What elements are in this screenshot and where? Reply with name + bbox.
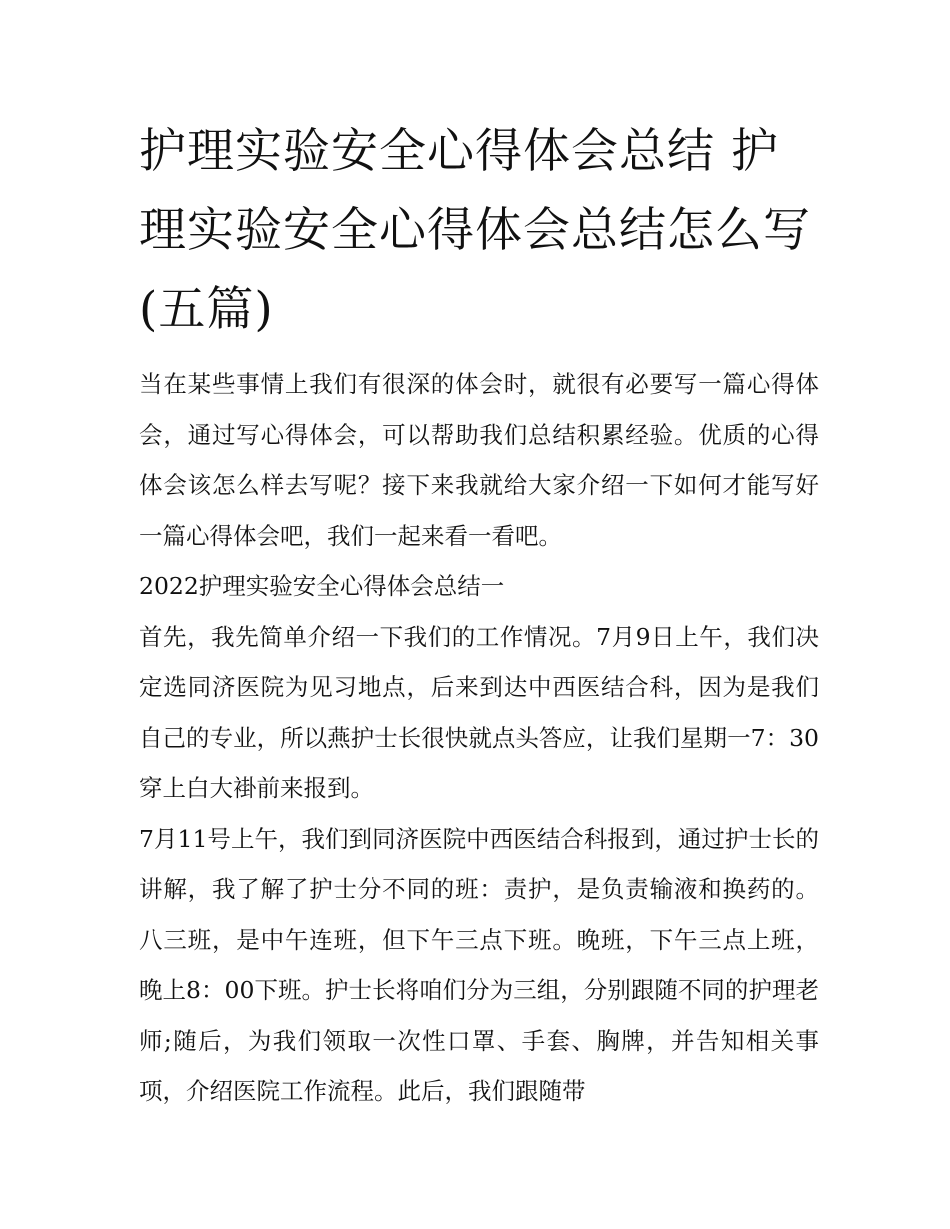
body-paragraph-2: 7月11号上午，我们到同济医院中西医结合科报到，通过护士长的讲解，我了解了护士分不同的班：责护，是负责输液和换药的。八三班，是中午连班，但下午三点下班。晚班，下午三点上班，晚上8：00下班。护士长将咱们分为三组，分别跟随不同的护理老师;随后，为我们领取一次性口罩、手套、胸牌，并告知相关事项，介绍医院工作流程。此后，我们跟随带 <box>139 824 819 1105</box>
body-paragraph-1: 首先，我先简单介绍一下我们的工作情况。7月9日上午，我们决定选同济医院为见习地点，后来到达中西医结合科，因为是我们自己的专业，所以燕护士长很快就点头答应，让我们星期一7：30穿上白大褂前来报到。 <box>139 622 819 802</box>
section-heading: 2022护理实验安全心得体会总结一 <box>139 572 505 600</box>
intro-paragraph: 当在某些事情上我们有很深的体会时，就很有必要写一篇心得体会，通过写心得体会，可以帮助我们总结积累经验。优质的心得体会该怎么样去写呢？接下来我就给大家介绍一下如何才能写好一篇心得体会吧，我们一起来看一看吧。 <box>139 370 819 550</box>
document-title: 护理实验安全心得体会总结 护理实验安全心得体会总结怎么写(五篇) <box>139 124 811 337</box>
document-page <box>139 112 819 1117</box>
